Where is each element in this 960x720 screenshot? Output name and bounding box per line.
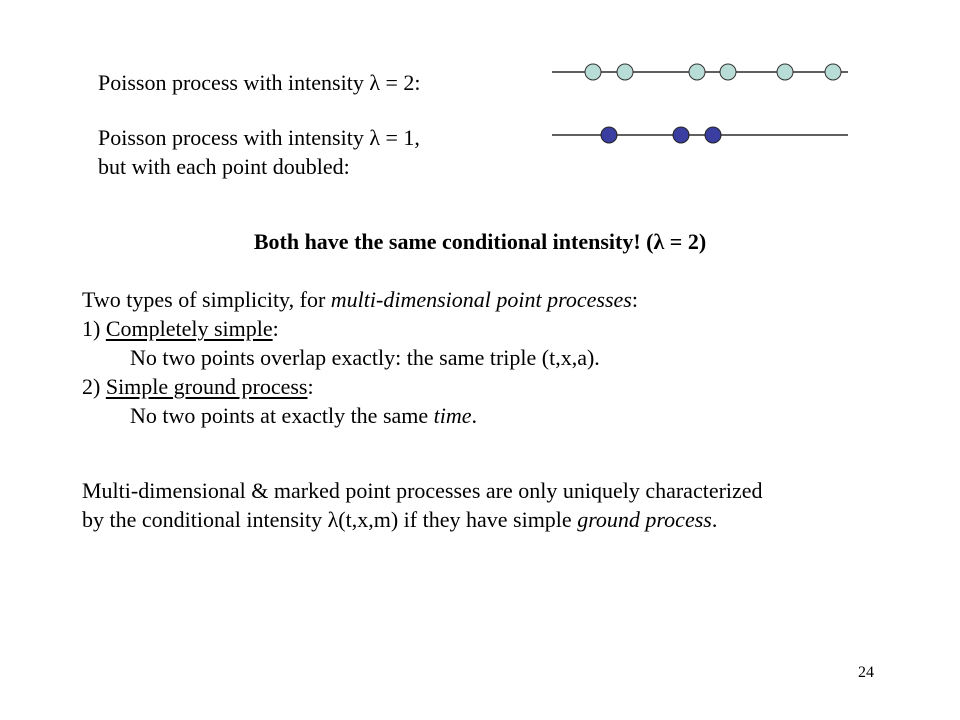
closing-line-2-italic: ground process: [577, 507, 712, 532]
item-1-colon: :: [272, 316, 279, 341]
item-2-heading: [82, 372, 638, 401]
item-1-number: 1): [82, 316, 106, 341]
process-b-label-line2: but with each point doubled:: [98, 154, 350, 179]
point-b-3: [705, 127, 721, 143]
item-2-number: 2): [82, 374, 106, 399]
item-2-colon: :: [307, 374, 314, 399]
item-1-heading: [82, 314, 638, 343]
process-a-label: Poisson process with intensity λ = 2:: [98, 70, 421, 95]
item-2-title: Simple ground process: [105, 374, 308, 399]
closing-paragraph: [82, 476, 763, 534]
item-2-desc-period: .: [471, 403, 478, 428]
item-1-title: Completely simple: [105, 316, 273, 341]
process-b-label-line1: Poisson process with intensity λ = 1,: [98, 125, 420, 150]
closing-line-1: Multi-dimensional & marked point processes are only uniquely characterized: [82, 478, 763, 503]
item-2-description: [82, 401, 638, 430]
point-a-3: [689, 64, 705, 80]
conclusion-heading: Both have the same conditional intensity! (λ = 2): [253, 229, 707, 254]
simplicity-section: [82, 285, 638, 430]
point-a-4: [720, 64, 736, 80]
item-2-desc-text: No two points at exactly the same: [130, 403, 434, 428]
page-number: 24: [858, 664, 874, 681]
closing-line-2-period: .: [711, 507, 718, 532]
simplicity-intro: [82, 285, 638, 314]
closing-line-2: [82, 505, 763, 534]
process-b-label: [98, 123, 420, 181]
intro-text: Two types of simplicity, for: [82, 287, 331, 312]
point-b-2: [673, 127, 689, 143]
closing-line-2-text: by the conditional intensity λ(t,x,m) if they have simple: [82, 507, 578, 532]
intro-italic: multi-dimensional point processes: [330, 287, 632, 312]
intro-colon: :: [631, 287, 638, 312]
point-a-1: [585, 64, 601, 80]
item-1-description: No two points overlap exactly: the same triple (t,x,a).: [130, 345, 600, 370]
point-b-1: [601, 127, 617, 143]
point-a-6: [825, 64, 841, 80]
point-a-5: [777, 64, 793, 80]
point-a-2: [617, 64, 633, 80]
item-2-desc-italic: time: [433, 403, 472, 428]
